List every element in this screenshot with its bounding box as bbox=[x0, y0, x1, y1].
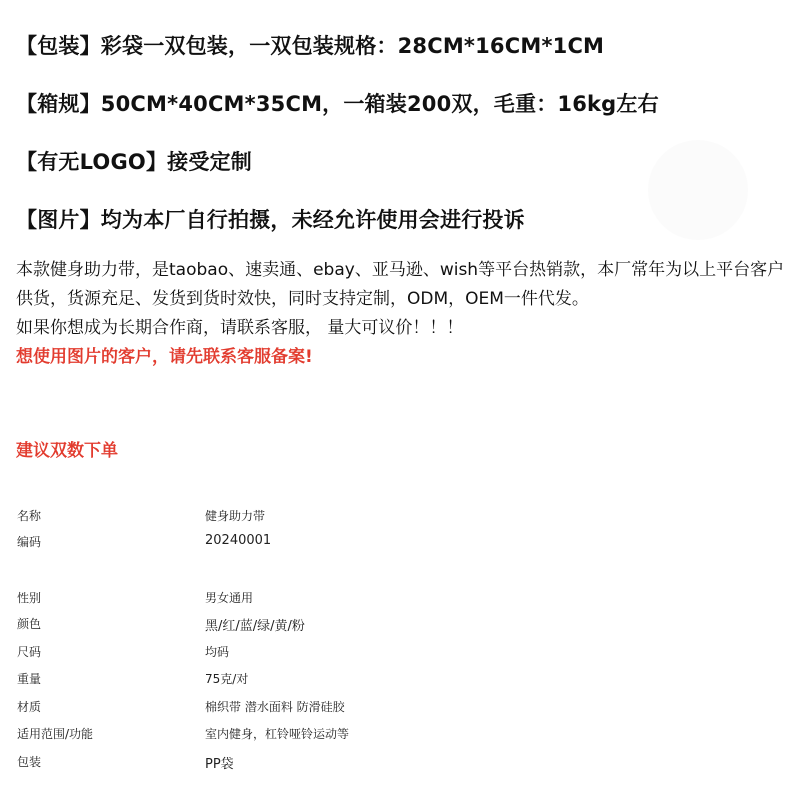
spec-label: 尺码 bbox=[17, 645, 42, 659]
spec-value: 室内健身，杠铃哑铃运动等 bbox=[205, 727, 350, 741]
spec-value: 棉织带 潜水面料 防滑硅胶 bbox=[205, 700, 345, 714]
spec-value: PP袋 bbox=[205, 757, 234, 772]
spec-row-weight bbox=[0, 670, 800, 692]
spec-row-size bbox=[0, 643, 800, 665]
spec-label: 名称 bbox=[17, 509, 42, 523]
product-description: 本款健身助力带，是taobao、速卖通、ebay、亚马逊、wish等平台热销款，本厂常年为以上平台客户供货，货源充足、发货到货时效快，同时支持定制，ODM，OEM一件代发。 bbox=[16, 260, 785, 309]
spec-row-usage bbox=[0, 725, 800, 747]
spec-row-code bbox=[0, 533, 800, 555]
spec-value: 健身助力带 bbox=[205, 509, 266, 523]
contact-text: 如果你想成为长期合作商，请联系客服， 量大可议价！！！ bbox=[16, 318, 464, 338]
spec-value: 20240001 bbox=[205, 533, 272, 548]
spec-label: 材质 bbox=[17, 700, 42, 714]
spec-row-packaging bbox=[0, 753, 800, 775]
faint-watermark bbox=[648, 140, 748, 240]
spec-value: 均码 bbox=[205, 645, 230, 659]
spec-label: 适用范围/功能 bbox=[17, 727, 94, 741]
image-usage-notice: 想使用图片的客户，请先联系客服备案! bbox=[16, 347, 313, 367]
images-heading: 【图片】均为本厂自行拍摄，未经允许使用会进行投诉 bbox=[16, 208, 525, 232]
spec-label: 包装 bbox=[17, 755, 42, 769]
spec-label: 颜色 bbox=[17, 617, 42, 631]
spec-label: 编码 bbox=[17, 535, 42, 549]
order-suggestion: 建议双数下单 bbox=[16, 441, 118, 461]
spec-row-material bbox=[0, 698, 800, 720]
spec-label: 重量 bbox=[17, 672, 42, 686]
spec-row-gender bbox=[0, 589, 800, 611]
spec-label: 性别 bbox=[17, 591, 42, 605]
spec-row-name bbox=[0, 507, 800, 529]
logo-heading: 【有无LOGO】接受定制 bbox=[16, 150, 252, 174]
spec-value: 75克/对 bbox=[205, 672, 249, 686]
packaging-heading: 【包装】彩袋一双包装，一双包装规格：28CM*16CM*1CM bbox=[16, 34, 605, 58]
spec-row-color bbox=[0, 615, 800, 637]
spec-value: 黑/红/蓝/绿/黄/粉 bbox=[205, 619, 305, 634]
carton-spec-heading: 【箱规】50CM*40CM*35CM，一箱装200双，毛重：16kg左右 bbox=[16, 92, 659, 116]
spec-value: 男女通用 bbox=[205, 591, 254, 605]
